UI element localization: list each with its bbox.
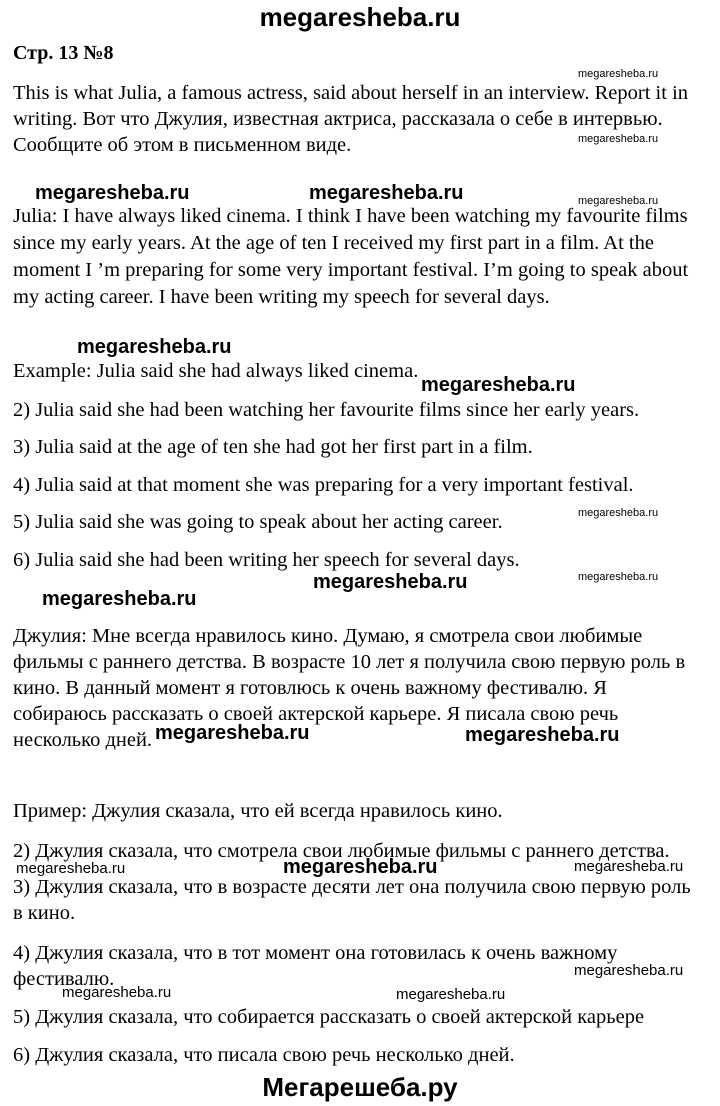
answer-line: 2) Julia said she had been watching her favourite films since her early years.	[13, 399, 640, 421]
watermark: megaresheba.ru	[16, 860, 126, 877]
russian-answer-line: 3) Джулия сказала, что в возрасте десяти лет она получила свою первую роль	[13, 876, 691, 898]
page-title: Стр. 13 №8	[13, 42, 114, 64]
watermark: megaresheba.ru	[283, 856, 438, 878]
quote-line: Julia: I have always liked cinema. I think I have been watching my favourite films	[13, 205, 688, 227]
answer-line: 5) Julia said she was going to speak about her acting career.	[13, 511, 503, 533]
watermark: megaresheba.ru	[396, 986, 506, 1003]
watermark: megaresheba.ru	[465, 724, 620, 746]
watermark: megaresheba.ru	[313, 571, 468, 593]
watermark: megaresheba.ru	[578, 507, 659, 519]
answer-line: 4) Julia said at that moment she was preparing for a very important festival.	[13, 474, 634, 496]
russian-quote-line: кино. В данный момент я готовлюсь к очень важному фестивалю. Я	[13, 677, 607, 699]
watermark: megaresheba.ru	[578, 571, 659, 583]
quote-line: moment I ’m preparing for some very important festival. I’m going to speak about	[13, 259, 689, 281]
watermark: megaresheba.ru	[62, 984, 172, 1001]
russian-quote-line: фильмы с раннего детства. В возрасте 10 лет я получила свою первую роль в	[13, 651, 686, 673]
intro-line: This is what Julia, a famous actress, said about herself in an interview. Report it in	[13, 82, 689, 104]
russian-quote-line: Джулия: Мне всегда нравилось кино. Думаю, я смотрела свои любимые	[13, 625, 643, 647]
intro-line: Сообщите об этом в письменном виде.	[13, 134, 352, 156]
quote-line: since my early years. At the age of ten I received my first part in a film. At the	[13, 232, 654, 254]
russian-answer-line: 4) Джулия сказала, что в тот момент она готовилась к очень важному	[13, 942, 618, 964]
russian-answer-line: 5) Джулия сказала, что собирается рассказать о своей актерской карьере	[13, 1006, 645, 1028]
watermark: megaresheba.ru	[155, 722, 310, 744]
watermark: megaresheba.ru	[35, 182, 190, 204]
watermark: megaresheba.ru	[578, 195, 659, 207]
answer-line: 3) Julia said at the age of ten she had got her first part in a film.	[13, 436, 533, 458]
site-header-watermark: megaresheba.ru	[259, 2, 461, 32]
watermark: megaresheba.ru	[421, 374, 576, 396]
watermark: megaresheba.ru	[42, 588, 197, 610]
russian-answer-example: Пример: Джулия сказала, что ей всегда нравилось кино.	[13, 800, 503, 822]
site-footer-watermark: Мегарешеба.ру	[262, 1072, 458, 1102]
answer-example: Example: Julia said she had always liked cinema.	[13, 360, 419, 382]
quote-line: my acting career. I have been writing my speech for several days.	[13, 286, 550, 308]
watermark: megaresheba.ru	[77, 336, 232, 358]
russian-answer-line: 2) Джулия сказала, что смотрела свои любимые фильмы с раннего детства.	[13, 840, 670, 862]
russian-answer-line: фестивалю.	[13, 968, 115, 990]
watermark: megaresheba.ru	[574, 858, 684, 875]
watermark: megaresheba.ru	[574, 962, 684, 979]
intro-line: writing. Вот что Джулия, известная актриса, рассказала о себе в интервью.	[13, 108, 663, 130]
watermark: megaresheba.ru	[578, 68, 659, 80]
russian-answer-line: в кино.	[13, 902, 76, 924]
watermark: megaresheba.ru	[309, 182, 464, 204]
russian-quote-line: несколько дней.	[13, 729, 153, 751]
watermark: megaresheba.ru	[578, 133, 659, 145]
answer-line: 6) Julia said she had been writing her speech for several days.	[13, 549, 520, 571]
russian-quote-line: собираюсь рассказать о своей актерской карьере. Я писала свою речь	[13, 703, 619, 725]
russian-answer-line: 6) Джулия сказала, что писала свою речь несколько дней.	[13, 1044, 515, 1066]
